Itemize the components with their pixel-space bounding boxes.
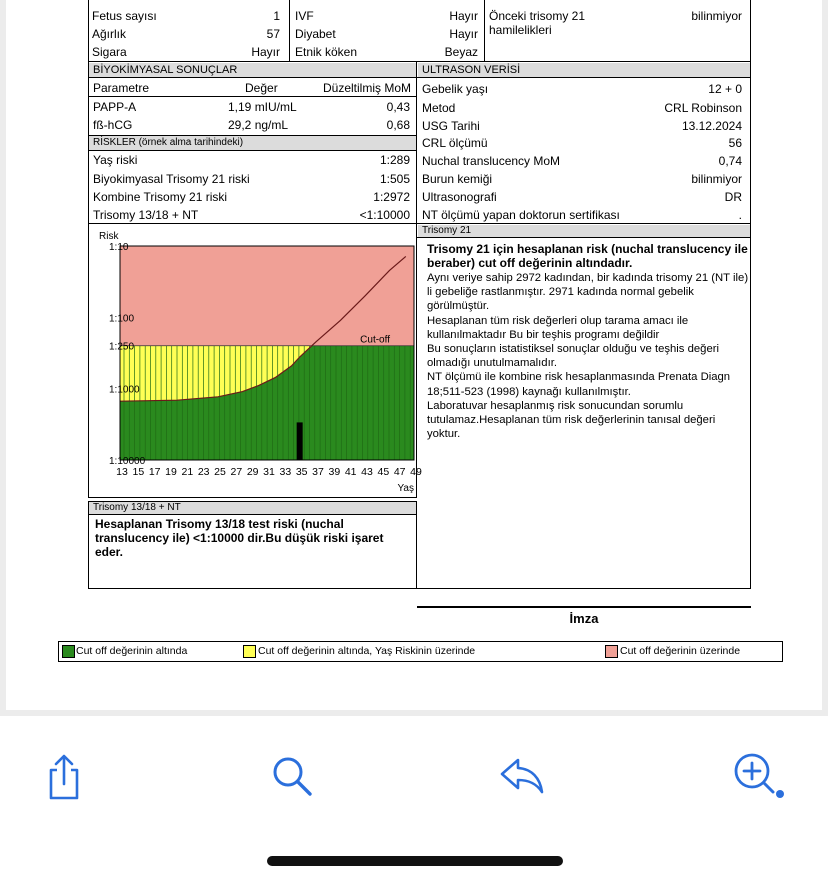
t21-section-title: Trisomy 21 (418, 225, 750, 237)
fbhcg-mom: 0,68 (386, 118, 410, 132)
x-tick-label: 25 (214, 466, 226, 478)
papp-a-mom: 0,43 (386, 100, 410, 114)
t21-text-block (427, 242, 749, 441)
t1318-risk-value: <1:10000 (359, 208, 410, 222)
reply-icon (496, 754, 548, 798)
legend-swatch-above (605, 645, 618, 658)
legend-swatch-between (243, 645, 256, 658)
patient-info-box (88, 0, 751, 62)
search-icon (268, 752, 316, 800)
us-label-6: Ultrasonografi (422, 190, 497, 204)
patient-risk-marker (297, 422, 303, 460)
diabetes-value: Hayır (449, 27, 478, 41)
weight-label: Ağırlık (92, 27, 127, 41)
x-tick-label: 31 (263, 466, 275, 478)
y-tick-label: 1:10000 (109, 456, 146, 467)
smoking-value: Hayır (251, 45, 280, 59)
us-value-4: 0,74 (718, 154, 742, 168)
share-button[interactable] (34, 746, 94, 806)
us-value-0: 12 + 0 (708, 82, 742, 96)
x-tick-label: 49 (410, 466, 422, 478)
t1318-section-title: Trisomy 13/18 + NT (89, 502, 416, 514)
weight-value: 57 (266, 27, 280, 41)
fbhcg-label: fß-hCG (93, 118, 133, 132)
x-tick-label: 23 (197, 466, 210, 478)
ultrasound-section-title: ULTRASON VERİSİ (418, 63, 750, 77)
combined-t21-risk-label: Kombine Trisomy 21 riski (93, 190, 228, 204)
age-risk-label: Yaş riski (93, 153, 138, 167)
prev-t21-value: bilinmiyor (691, 9, 742, 23)
ivf-label: IVF (295, 9, 314, 23)
cutoff-label: Cut-off (360, 334, 390, 346)
trisomy-risk-chart (94, 226, 422, 498)
t1318-risk-label: Trisomy 13/18 + NT (93, 208, 199, 222)
ethnicity-label: Etnik köken (295, 45, 358, 59)
us-label-3: CRL ölçümü (422, 136, 488, 150)
x-tick-label: 21 (181, 466, 194, 478)
t21-paragraph-2: Bu sonuçların istatistiksel sonuçlar olduğu ve teşhis değeri olmadığı unutulmamalıdır. (427, 343, 719, 370)
signature-line (417, 606, 751, 608)
risks-section-title: RİSKLER (örnek alma tarihindeki) (89, 136, 416, 150)
x-tick-label: 29 (246, 466, 259, 478)
biochem-t21-risk-value: 1:505 (379, 172, 410, 186)
prev-t21-label-cont: hamilelikleri (489, 23, 552, 37)
t1318-text: Hesaplanan Trisomy 13/18 test riski (nuchal translucency ile) <1:10000 dir.Bu düşük riski işaret eder. (95, 517, 384, 559)
diabetes-label: Diyabet (295, 27, 336, 41)
y-tick-label: 1:250 (109, 341, 135, 353)
x-tick-label: 13 (116, 466, 128, 478)
reply-button[interactable] (492, 746, 552, 806)
us-label-4: Nuchal translucency MoM (422, 154, 561, 168)
combined-t21-risk-value: 1:2972 (373, 190, 410, 204)
legend-label-above: Cut off değerinin üzerinde (620, 645, 741, 657)
us-label-1: Metod (422, 101, 456, 115)
x-tick-label: 45 (377, 466, 390, 478)
search-button[interactable] (262, 746, 322, 806)
biochem-header-param: Parametre (93, 81, 150, 95)
x-axis-label: Yaş (397, 483, 414, 494)
legend-label-between: Cut off değerinin altında, Yaş Riskinin üzerinde (258, 645, 476, 657)
prev-t21-label: Önceki trisomy 21 (489, 9, 586, 23)
t21-paragraph-1: Hesaplanan tüm risk değerleri olup tarama amacı ile kullanılmaktadır Bu bir teşhis programı değildir (427, 314, 689, 341)
x-tick-label: 33 (279, 466, 292, 478)
ivf-value: Hayır (449, 9, 478, 23)
x-tick-label: 35 (295, 466, 308, 478)
us-value-1: CRL Robinson (664, 101, 742, 115)
y-tick-label: 1:1000 (109, 384, 140, 396)
x-tick-label: 27 (230, 466, 243, 478)
us-value-6: DR (724, 190, 742, 204)
above-cutoff-region (120, 246, 414, 346)
us-label-7: NT ölçümü yapan doktorun sertifikası (422, 208, 620, 222)
home-indicator (267, 856, 563, 866)
markup-button[interactable] (726, 746, 786, 806)
x-tick-label: 39 (328, 466, 341, 478)
y-tick-label: 1:100 (109, 313, 135, 325)
ethnicity-value: Beyaz (444, 45, 478, 59)
x-tick-label: 17 (148, 466, 161, 478)
biochem-t21-risk-label: Biyokimyasal Trisomy 21 riski (93, 172, 250, 186)
legend-swatch-below (62, 645, 75, 658)
x-tick-label: 41 (344, 466, 357, 478)
t21-paragraph-3: NT ölçümü ile kombine risk hesaplanmasında Prenata Diagn 18;511-523 (1998) kaynağı kullanılmıştır. (427, 371, 731, 398)
us-label-5: Burun kemiği (422, 172, 493, 186)
share-icon (42, 752, 86, 800)
us-label-0: Gebelik yaşı (422, 82, 489, 96)
x-tick-label: 47 (393, 466, 406, 478)
us-value-3: 56 (728, 136, 742, 150)
y-axis-label: Risk (99, 231, 119, 242)
t21-paragraph-4: Laboratuvar hesaplanmış risk sonucundan sorumlu tutulamaz.Hesaplanan tüm risk değerlerinin tanısal değeri yoktur. (427, 399, 716, 441)
report-page (6, 0, 822, 710)
y-tick-label: 1:10 (109, 242, 129, 253)
legend (58, 641, 783, 662)
fetus-count-value: 1 (273, 9, 280, 23)
t21-heading: Trisomy 21 için hesaplanan risk (nuchal translucency ile beraber) cut off değerinin altındadır. (427, 242, 748, 270)
us-value-5: bilinmiyor (691, 172, 742, 186)
x-tick-label: 43 (361, 466, 373, 478)
us-value-2: 13.12.2024 (681, 119, 742, 133)
us-value-7: . (738, 208, 742, 222)
fetus-count-label: Fetus sayısı (92, 9, 157, 23)
biochem-section-title: BİYOKİMYASAL SONUÇLAR (89, 63, 416, 77)
papp-a-label: PAPP-A (93, 100, 137, 114)
t21-paragraph-0: Aynı veriye sahip 2972 kadından, bir kadında trisomy 21 (NT ile) li gebeliğe rastlanmıştır. 2971 kadında normal gebelik görülmüştür. (427, 272, 749, 313)
x-tick-label: 37 (312, 466, 324, 478)
fbhcg-value: 29,2 ng/mL (228, 118, 289, 132)
markup-zoom-icon (725, 745, 787, 807)
x-tick-label: 19 (165, 466, 177, 478)
biochem-header-mom: Düzeltilmiş MoM (322, 81, 411, 95)
papp-a-value: 1,19 mIU/mL (228, 100, 297, 114)
legend-label-below: Cut off değerinin altında (76, 645, 188, 657)
signature-label: İmza (569, 611, 599, 626)
us-label-2: USG Tarihi (422, 119, 480, 133)
age-risk-value: 1:289 (379, 153, 410, 167)
x-tick-label: 15 (132, 466, 145, 478)
biochem-header-value: Değer (245, 81, 278, 95)
smoking-label: Sigara (92, 45, 127, 59)
